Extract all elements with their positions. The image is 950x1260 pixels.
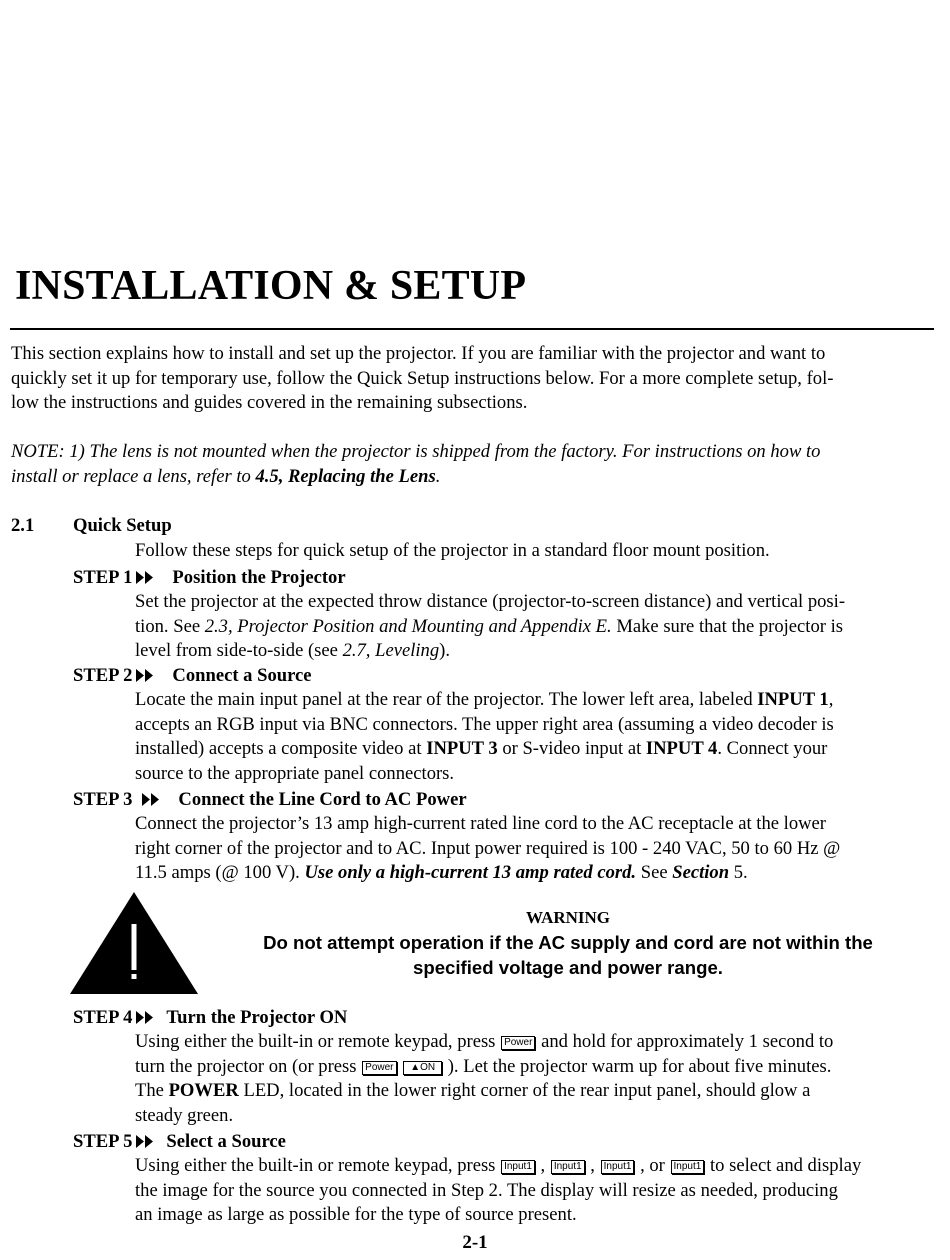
lens-note bbox=[11, 440, 820, 489]
step-line bbox=[135, 1079, 833, 1104]
step-label: STEP 2 bbox=[73, 665, 133, 686]
input-key-icon: Input1 bbox=[601, 1160, 635, 1174]
step-text: level from side-to-side (see bbox=[135, 640, 343, 661]
section-description: Follow these steps for quick setup of the projector in a standard floor mount position. bbox=[135, 540, 770, 561]
step-line: Set the projector at the expected throw distance (projector-to-screen distance) and vertical posi- bbox=[135, 591, 846, 612]
step-text: , bbox=[828, 689, 834, 710]
step-line: right corner of the projector and to AC. Input power required is 100 - 240 VAC, 50 to 60 Hz @ bbox=[135, 837, 841, 859]
step-text: 11.5 amps (@ 100 V). bbox=[135, 862, 305, 883]
step-label: STEP 3 bbox=[73, 789, 133, 810]
intro-line: low the instructions and guides covered in the remaining subsections. bbox=[11, 392, 528, 413]
double-arrow-icon bbox=[136, 1011, 154, 1024]
step-title: Turn the Projector ON bbox=[166, 1007, 348, 1028]
step-text: and hold for approximately 1 second to bbox=[536, 1031, 834, 1052]
step-line: accepts an RGB input via BNC connectors. The upper right area (assuming a video decoder is bbox=[135, 713, 834, 735]
input-key-icon: Input1 bbox=[671, 1160, 705, 1174]
step-text: , or bbox=[635, 1155, 670, 1176]
input-key-icon: Input1 bbox=[551, 1160, 585, 1174]
warning-triangle-icon bbox=[68, 890, 200, 996]
step-text: Using either the built-in or remote keypad, press bbox=[135, 1155, 501, 1176]
step-line bbox=[135, 1154, 861, 1179]
intro-paragraph bbox=[11, 342, 833, 416]
step-line bbox=[135, 1030, 833, 1055]
double-arrow-icon bbox=[136, 669, 154, 682]
step-label: STEP 4 bbox=[73, 1007, 133, 1028]
note-reference: 4.5, Replacing the Lens bbox=[255, 465, 436, 487]
note-line: NOTE: 1) The lens is not mounted when the projector is shipped from the factory. For instructions on how to bbox=[11, 441, 821, 462]
section-title: Quick Setup bbox=[73, 515, 172, 536]
step-text: The bbox=[135, 1080, 169, 1101]
step-3-body bbox=[135, 812, 840, 886]
step-5-body bbox=[135, 1154, 861, 1228]
step-text: turn the projector on (or press bbox=[135, 1055, 362, 1077]
warning-line: specified voltage and power range. bbox=[413, 957, 723, 978]
step-text: Make sure that the projector is bbox=[611, 615, 844, 637]
step-text: installed) accepts a composite video at bbox=[135, 738, 427, 759]
page-title: INSTALLATION & SETUP bbox=[15, 263, 527, 309]
step-text: . Connect your bbox=[717, 738, 828, 759]
step-text: LED, located in the lower right corner of the rear input panel, should glow a bbox=[238, 1080, 811, 1101]
step-text: Using either the built-in or remote keypad, press bbox=[135, 1031, 501, 1052]
step-4-heading bbox=[73, 1006, 347, 1031]
step-2-body bbox=[135, 688, 834, 786]
step-line bbox=[135, 737, 834, 762]
step-text: ). Let the projector warm up for about five minutes. bbox=[443, 1055, 832, 1077]
intro-line: This section explains how to install and set up the projector. If you are familiar with the projector and want to bbox=[11, 343, 826, 364]
page-number: 2-1 bbox=[462, 1232, 488, 1253]
double-arrow-icon bbox=[136, 571, 154, 584]
note-line bbox=[11, 465, 820, 490]
note-text: . bbox=[435, 465, 441, 487]
step-3-heading bbox=[73, 788, 467, 813]
step-text: See bbox=[636, 862, 673, 883]
input-label: INPUT 1 bbox=[757, 689, 829, 710]
intro-line: quickly set it up for temporary use, follow the Quick Setup instructions below. For a more complete setup, fol- bbox=[11, 367, 834, 389]
note-text: install or replace a lens, refer to bbox=[11, 465, 256, 487]
step-label: STEP 5 bbox=[73, 1131, 133, 1152]
step-line: an image as large as possible for the type of source present. bbox=[135, 1204, 577, 1225]
step-line: steady green. bbox=[135, 1104, 234, 1126]
title-rule bbox=[10, 328, 934, 330]
step-text: ). bbox=[439, 640, 450, 661]
step-text: or S-video input at bbox=[497, 738, 646, 759]
cord-warning-text: Use only a high-current 13 amp rated cord. bbox=[304, 862, 637, 883]
section-reference: Section bbox=[672, 862, 730, 883]
step-2-heading bbox=[73, 664, 312, 689]
input-key-icon: Input1 bbox=[501, 1160, 535, 1174]
step-text: tion. See bbox=[135, 615, 205, 637]
step-text: to select and display bbox=[705, 1155, 862, 1176]
step-text: Locate the main input panel at the rear of the projector. The lower left area, labeled bbox=[135, 689, 758, 710]
step-line bbox=[135, 1055, 833, 1080]
step-line bbox=[135, 639, 845, 664]
step-1-heading bbox=[73, 566, 346, 591]
step-title: Connect the Line Cord to AC Power bbox=[178, 789, 467, 810]
step-line bbox=[135, 861, 840, 886]
double-arrow-icon bbox=[136, 1135, 154, 1148]
power-key-icon: Power bbox=[362, 1061, 396, 1075]
step-line bbox=[135, 615, 845, 640]
power-key-icon: Power bbox=[501, 1036, 535, 1050]
step-title: Select a Source bbox=[166, 1131, 286, 1152]
step-5-heading bbox=[73, 1130, 286, 1155]
input-label: INPUT 4 bbox=[645, 738, 718, 759]
step-title: Position the Projector bbox=[172, 567, 346, 588]
step-title: Connect a Source bbox=[172, 665, 312, 686]
step-text: , bbox=[585, 1155, 600, 1176]
warning-title: WARNING bbox=[525, 908, 611, 927]
cross-reference: 2.7, Leveling bbox=[342, 640, 440, 661]
step-line bbox=[135, 688, 834, 713]
section-number: 2.1 bbox=[11, 515, 35, 536]
step-text: , bbox=[535, 1155, 550, 1176]
double-arrow-icon bbox=[142, 793, 160, 806]
step-line: the image for the source you connected in Step 2. The display will resize as needed, producing bbox=[135, 1179, 838, 1201]
warning-message bbox=[200, 930, 936, 980]
step-line: Connect the projector’s 13 amp high-current rated line cord to the AC receptacle at the lower bbox=[135, 813, 826, 834]
power-led-label: POWER bbox=[168, 1080, 239, 1101]
step-label: STEP 1 bbox=[73, 567, 133, 588]
step-line: source to the appropriate panel connectors. bbox=[135, 762, 455, 784]
on-key-icon: ▲ON bbox=[403, 1061, 442, 1075]
cross-reference: 2.3, Projector Position and Mounting and Appendix E. bbox=[204, 615, 612, 637]
step-1-body bbox=[135, 590, 845, 664]
input-label: INPUT 3 bbox=[426, 738, 498, 759]
warning-line: Do not attempt operation if the AC supply and cord are not within the bbox=[263, 932, 873, 953]
step-text: 5. bbox=[729, 862, 748, 883]
step-4-body bbox=[135, 1030, 833, 1128]
